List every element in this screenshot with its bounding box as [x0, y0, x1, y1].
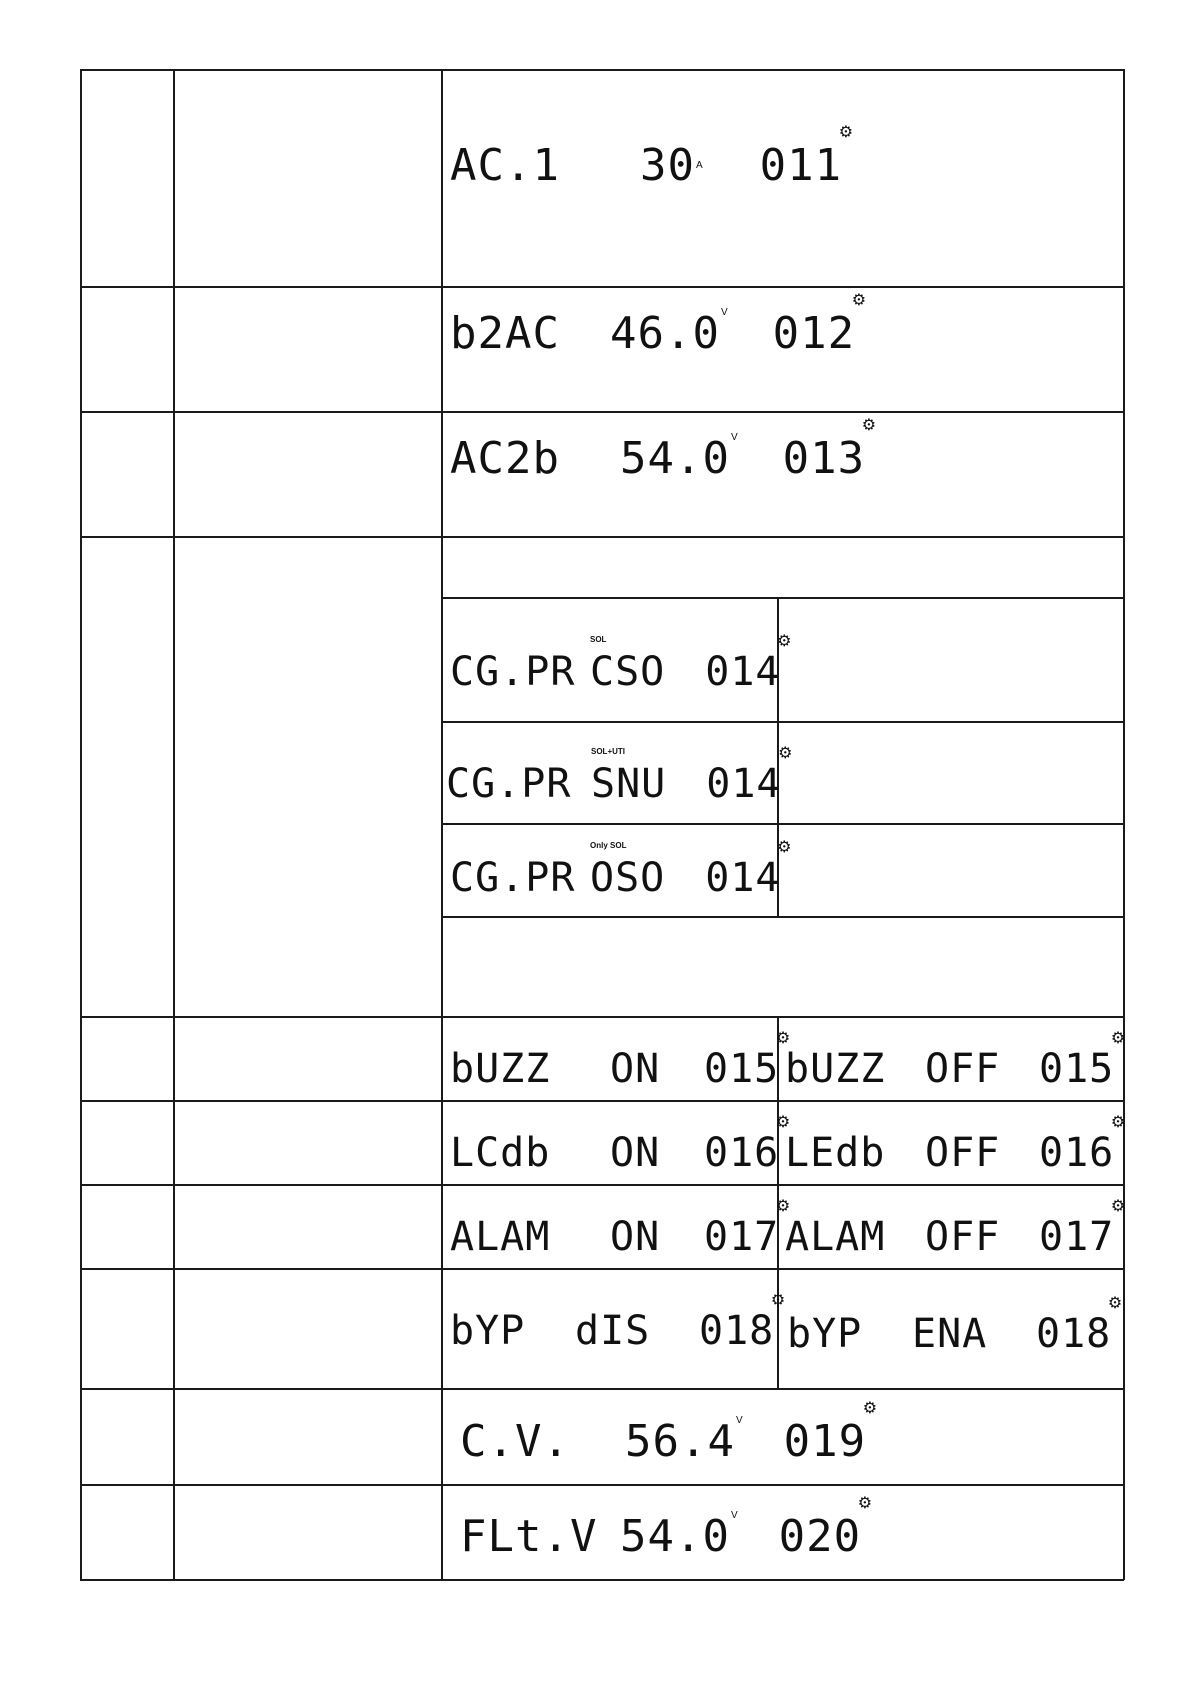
- program-number-text: 020: [778, 1511, 862, 1562]
- table-border-left: [80, 69, 82, 1580]
- lcd-code: ALAM: [450, 1214, 551, 1260]
- program-number-text: 014: [705, 855, 781, 901]
- program-number-text: 018: [1036, 1311, 1112, 1357]
- lcd-value: 46.0: [610, 308, 720, 359]
- subrow-divider: [441, 721, 1124, 723]
- lcd-value: 54.0: [620, 1511, 730, 1562]
- lcd-display-013: [450, 415, 878, 484]
- gear-icon: ⚙: [775, 1028, 792, 1047]
- lcd-display-015-off: [785, 1028, 1127, 1092]
- lcd-value: [591, 747, 667, 807]
- lcd-display-016-off: [785, 1112, 1127, 1176]
- gear-icon: ⚙: [1110, 1196, 1127, 1215]
- lcd-display-015-on: [450, 1028, 792, 1092]
- lcd-code: bUZZ: [450, 1046, 551, 1092]
- row-divider: [80, 1100, 1124, 1102]
- lcd-program-number: [1036, 1293, 1124, 1357]
- lcd-unit: A: [695, 159, 704, 171]
- lcd-value: 54.0: [620, 433, 730, 484]
- column-divider-2: [441, 69, 443, 1580]
- lcd-value: ENA: [912, 1311, 988, 1357]
- gear-icon: ⚙: [862, 1398, 879, 1417]
- lcd-value: dIS: [575, 1308, 651, 1354]
- lcd-value: OFF: [925, 1046, 1001, 1092]
- program-number-text: 015: [1039, 1046, 1115, 1092]
- lcd-value: ON: [610, 1214, 661, 1260]
- mode-value: SNU: [591, 761, 667, 807]
- lcd-program-number: [783, 1398, 879, 1467]
- lcd-display-014-only-sol: [450, 837, 793, 901]
- mode-value: CSO: [590, 649, 666, 695]
- row-divider: [80, 411, 1124, 413]
- lcd-code: AC2b: [450, 433, 560, 484]
- gear-icon: ⚙: [777, 837, 793, 856]
- gear-icon: ⚙: [770, 1290, 787, 1309]
- gear-icon: ⚙: [861, 415, 878, 434]
- settings-table: [80, 69, 1127, 1580]
- row-divider: [80, 1016, 1124, 1018]
- table-border-bottom: [80, 1579, 1124, 1581]
- program-number-text: 013: [782, 433, 866, 484]
- gear-icon: ⚙: [857, 1493, 874, 1512]
- lcd-display-016-on: [450, 1112, 792, 1176]
- lcd-program-number: [706, 743, 794, 807]
- lcd-value: [590, 635, 666, 695]
- row-divider: [80, 286, 1124, 288]
- lcd-program-number: [704, 1112, 792, 1176]
- subrow-divider: [441, 916, 1124, 918]
- row-divider: [80, 1388, 1124, 1390]
- lcd-display-019: [460, 1398, 879, 1467]
- gear-icon: ⚙: [778, 743, 794, 762]
- row-divider: [80, 1268, 1124, 1270]
- program-number-text: 015: [704, 1046, 780, 1092]
- lcd-program-number: [704, 1196, 792, 1260]
- lcd-program-number: [699, 1290, 787, 1354]
- lcd-display-017-on: [450, 1196, 792, 1260]
- lcd-code: LCdb: [450, 1130, 551, 1176]
- program-number-text: 018: [699, 1308, 775, 1354]
- lcd-value: 30: [640, 140, 695, 191]
- lcd-code: CG.PR: [450, 649, 576, 695]
- lcd-display-014-sol-uti: [446, 743, 794, 807]
- lcd-value: OFF: [925, 1214, 1001, 1260]
- lcd-code: CG.PR: [446, 761, 572, 807]
- lcd-value: 56.4: [625, 1416, 735, 1467]
- program-number-text: 017: [704, 1214, 780, 1260]
- program-number-text: 017: [1039, 1214, 1115, 1260]
- program-number-text: 014: [706, 761, 782, 807]
- lcd-code: AC.1: [450, 140, 560, 191]
- column-divider-1: [173, 69, 175, 1580]
- lcd-code: ALAM: [785, 1214, 886, 1260]
- program-number-text: 011: [759, 140, 843, 191]
- lcd-program-number: [772, 290, 868, 359]
- lcd-unit: V: [735, 1415, 744, 1426]
- lcd-unit: V: [730, 432, 739, 443]
- lcd-code: b2AC: [450, 308, 560, 359]
- lcd-display-012: [450, 290, 868, 359]
- lcd-display-018-ena: [787, 1293, 1124, 1357]
- program-number-text: 016: [704, 1130, 780, 1176]
- gear-icon: ⚙: [777, 631, 793, 650]
- subrow-divider: [441, 823, 1124, 825]
- program-number-text: 019: [783, 1416, 867, 1467]
- lcd-code: LEdb: [785, 1130, 886, 1176]
- gear-icon: ⚙: [851, 290, 868, 309]
- row-divider: [80, 536, 1124, 538]
- lcd-program-number: [1039, 1112, 1127, 1176]
- mode-label: SOL: [590, 635, 607, 644]
- mode-value: OSO: [590, 855, 666, 901]
- lcd-display-011: [450, 122, 855, 191]
- gear-icon: ⚙: [838, 122, 855, 141]
- lcd-value: ON: [610, 1130, 661, 1176]
- gear-icon: ⚙: [1110, 1028, 1127, 1047]
- lcd-display-017-off: [785, 1196, 1127, 1260]
- lcd-program-number: [778, 1493, 874, 1562]
- lcd-value: ON: [610, 1046, 661, 1092]
- program-number-text: 012: [772, 308, 856, 359]
- gear-icon: ⚙: [775, 1196, 792, 1215]
- lcd-value: OFF: [925, 1130, 1001, 1176]
- gear-icon: ⚙: [1110, 1112, 1127, 1131]
- lcd-display-020: [460, 1493, 874, 1562]
- lcd-code: bUZZ: [785, 1046, 886, 1092]
- subrow-divider: [441, 597, 1124, 599]
- gear-icon: ⚙: [1107, 1293, 1124, 1312]
- lcd-code: CG.PR: [450, 855, 576, 901]
- lcd-program-number: [759, 122, 855, 191]
- row-divider: [80, 1484, 1124, 1486]
- lcd-program-number: [705, 631, 793, 695]
- lcd-value: [590, 841, 666, 901]
- lcd-program-number: [705, 837, 793, 901]
- mode-label: Only SOL: [590, 841, 627, 850]
- lcd-code: FLt.V: [460, 1511, 598, 1562]
- lcd-unit: V: [720, 307, 729, 318]
- lcd-program-number: [1039, 1028, 1127, 1092]
- lcd-program-number: [704, 1028, 792, 1092]
- mode-label: SOL+UTI: [591, 747, 626, 756]
- lcd-unit: V: [730, 1510, 739, 1521]
- program-number-text: 014: [705, 649, 781, 695]
- lcd-code: bYP: [787, 1311, 863, 1357]
- table-border-top: [80, 69, 1124, 71]
- program-number-text: 016: [1039, 1130, 1115, 1176]
- lcd-program-number: [1039, 1196, 1127, 1260]
- lcd-program-number: [782, 415, 878, 484]
- table-border-right: [1123, 69, 1125, 1580]
- lcd-display-018-dis: [450, 1290, 787, 1354]
- lcd-code: C.V.: [460, 1416, 570, 1467]
- gear-icon: ⚙: [775, 1112, 792, 1131]
- lcd-code: bYP: [450, 1308, 526, 1354]
- lcd-display-014-sol: [450, 631, 793, 695]
- row-divider: [80, 1184, 1124, 1186]
